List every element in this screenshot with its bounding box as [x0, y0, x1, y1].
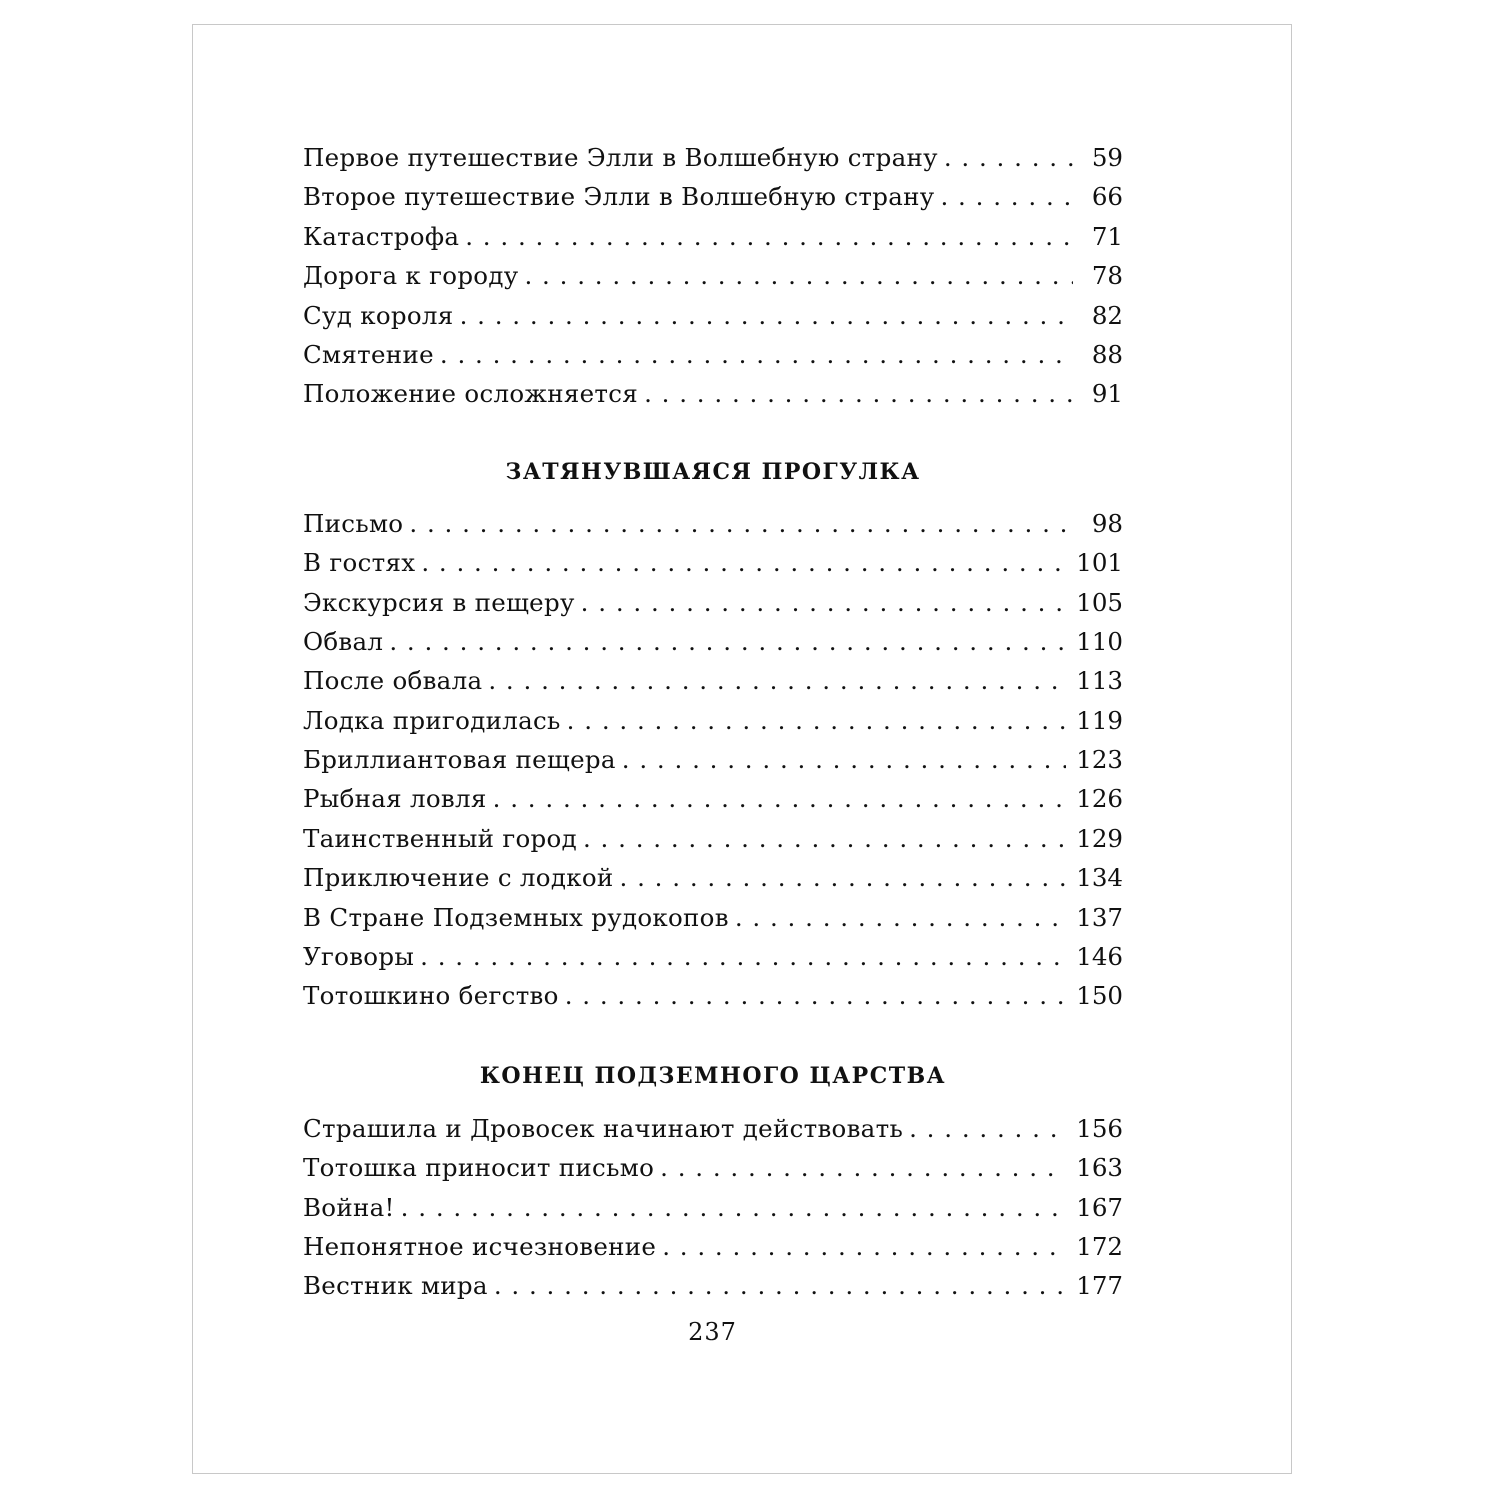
- dot-leader: [940, 177, 1073, 216]
- toc-entry: [303, 217, 1123, 256]
- dot-leader: [662, 1227, 1066, 1266]
- dot-leader: [524, 256, 1073, 295]
- toc-entry: [303, 543, 1123, 582]
- dot-leader: [409, 504, 1073, 543]
- dot-leader: [565, 976, 1067, 1015]
- section-heading: КОНЕЦ ПОДЗЕМНОГО ЦАРСТВА: [479, 1062, 947, 1089]
- dot-leader: [401, 1188, 1067, 1227]
- toc-entry: [303, 898, 1123, 937]
- dot-leader: [420, 937, 1066, 976]
- toc-entry-title: Приключение с лодкой: [303, 863, 614, 893]
- dot-leader: [465, 217, 1073, 256]
- toc-entry: [303, 1109, 1123, 1148]
- toc-entry: [303, 1188, 1123, 1227]
- toc-entry-page: 146: [1076, 942, 1123, 972]
- dot-leader: [493, 779, 1067, 818]
- dot-leader: [583, 819, 1066, 858]
- dot-leader: [735, 898, 1066, 937]
- toc-entry-title: Война!: [303, 1192, 395, 1222]
- toc-entry: [303, 504, 1123, 543]
- dot-leader: [567, 701, 1067, 740]
- dot-leader: [581, 583, 1067, 622]
- dot-leader: [440, 335, 1073, 374]
- section-heading: ЗАТЯНУВШАЯСЯ ПРОГУЛКА: [505, 458, 921, 485]
- toc-entry-page: 82: [1091, 300, 1123, 330]
- toc-entry-page: 98: [1091, 508, 1123, 538]
- toc-entry-title: Бриллиантовая пещера: [303, 745, 616, 775]
- toc-entry: [303, 583, 1123, 622]
- page-number: 237: [688, 1318, 737, 1346]
- toc-entry-page: 66: [1091, 182, 1123, 212]
- toc-entry-page: 88: [1091, 339, 1123, 369]
- toc-entry-page: 123: [1076, 745, 1123, 775]
- dot-leader: [660, 1148, 1066, 1187]
- dot-leader: [488, 661, 1066, 700]
- toc-entry-page: 119: [1076, 705, 1123, 735]
- toc-entry-title: Непонятное исчезновение: [303, 1231, 657, 1261]
- toc-entry-page: 113: [1076, 666, 1123, 696]
- toc-entry: [303, 177, 1123, 216]
- dot-leader: [389, 622, 1066, 661]
- toc-entry: [303, 976, 1123, 1015]
- toc-entry-page: 110: [1076, 626, 1123, 656]
- toc-entry-page: 163: [1076, 1153, 1123, 1183]
- dot-leader: [622, 740, 1066, 779]
- toc-entry: [303, 622, 1123, 661]
- toc-entry-page: 105: [1076, 587, 1123, 617]
- toc-entry-page: 129: [1076, 823, 1123, 853]
- toc-entry-page: 78: [1091, 261, 1123, 291]
- toc-entry-title: Страшила и Дровосек начинают действовать: [303, 1113, 904, 1143]
- toc-entry-title: Таинственный город: [303, 823, 577, 853]
- toc-entry-title: Лодка пригодилась: [303, 705, 561, 735]
- toc-entry-page: 172: [1076, 1231, 1123, 1261]
- toc-entry: [303, 937, 1123, 976]
- toc-entry: [303, 858, 1123, 897]
- toc-entry: [303, 740, 1123, 779]
- dot-leader: [644, 374, 1073, 413]
- dot-leader: [460, 296, 1073, 335]
- toc-entry-title: Обвал: [303, 626, 384, 656]
- toc-entry-title: Второе путешествие Элли в Волшебную страну: [303, 182, 935, 212]
- toc-entry-title: Суд короля: [303, 300, 454, 330]
- toc-entry-page: 156: [1076, 1113, 1123, 1143]
- toc-entry-title: Вестник мира: [303, 1271, 488, 1301]
- toc-entry-title: Смятение: [303, 339, 434, 369]
- toc-entry-title: В Стране Подземных рудокопов: [303, 902, 729, 932]
- toc-entry: [303, 661, 1123, 700]
- toc-entry: [303, 819, 1123, 858]
- toc-entry-page: 134: [1076, 863, 1123, 893]
- dot-leader: [494, 1266, 1066, 1305]
- toc-entry-title: После обвала: [303, 666, 483, 696]
- toc-entry-page: 126: [1076, 784, 1123, 814]
- toc-entry: [303, 296, 1123, 335]
- toc-entry-page: 71: [1091, 221, 1123, 251]
- toc-entry-page: 177: [1076, 1271, 1123, 1301]
- toc-entry-page: 150: [1076, 981, 1123, 1011]
- toc-entry-title: Катастрофа: [303, 221, 460, 251]
- toc-entry-title: В гостях: [303, 548, 416, 578]
- dot-leader: [909, 1109, 1066, 1148]
- toc-entry: [303, 256, 1123, 295]
- toc-entry-page: 59: [1091, 143, 1123, 172]
- toc-entry: [303, 374, 1123, 413]
- toc-entry-page: 137: [1076, 902, 1123, 932]
- toc-entry: [303, 779, 1123, 818]
- dot-leader: [620, 858, 1067, 897]
- toc-entry: [303, 1148, 1123, 1187]
- dot-leader: [944, 138, 1073, 177]
- toc-entry-title: Положение осложняется: [303, 379, 639, 409]
- toc-entry-page: 167: [1076, 1192, 1123, 1222]
- toc-entry-page: 91: [1091, 379, 1123, 409]
- toc-entry: [303, 138, 1123, 177]
- toc-entry-title: Письмо: [303, 508, 404, 538]
- toc-entry-title: Тотошкино бегство: [303, 981, 559, 1011]
- toc-entry-title: Первое путешествие Элли в Волшебную страну: [303, 143, 938, 172]
- toc-entry-title: Экскурсия в пещеру: [303, 587, 575, 617]
- toc-entry: [303, 335, 1123, 374]
- toc-entry: [303, 1227, 1123, 1266]
- toc-entry: [303, 701, 1123, 740]
- table-of-contents: [303, 138, 1123, 1306]
- toc-entry-page: 101: [1076, 548, 1123, 578]
- toc-entry-title: Тотошка приносит письмо: [303, 1153, 655, 1183]
- toc-entry-title: Рыбная ловля: [303, 784, 487, 814]
- toc-entry-title: Дорога к городу: [303, 261, 519, 291]
- toc-entry: [303, 1266, 1123, 1305]
- dot-leader: [421, 543, 1066, 582]
- toc-entry-title: Уговоры: [303, 942, 415, 972]
